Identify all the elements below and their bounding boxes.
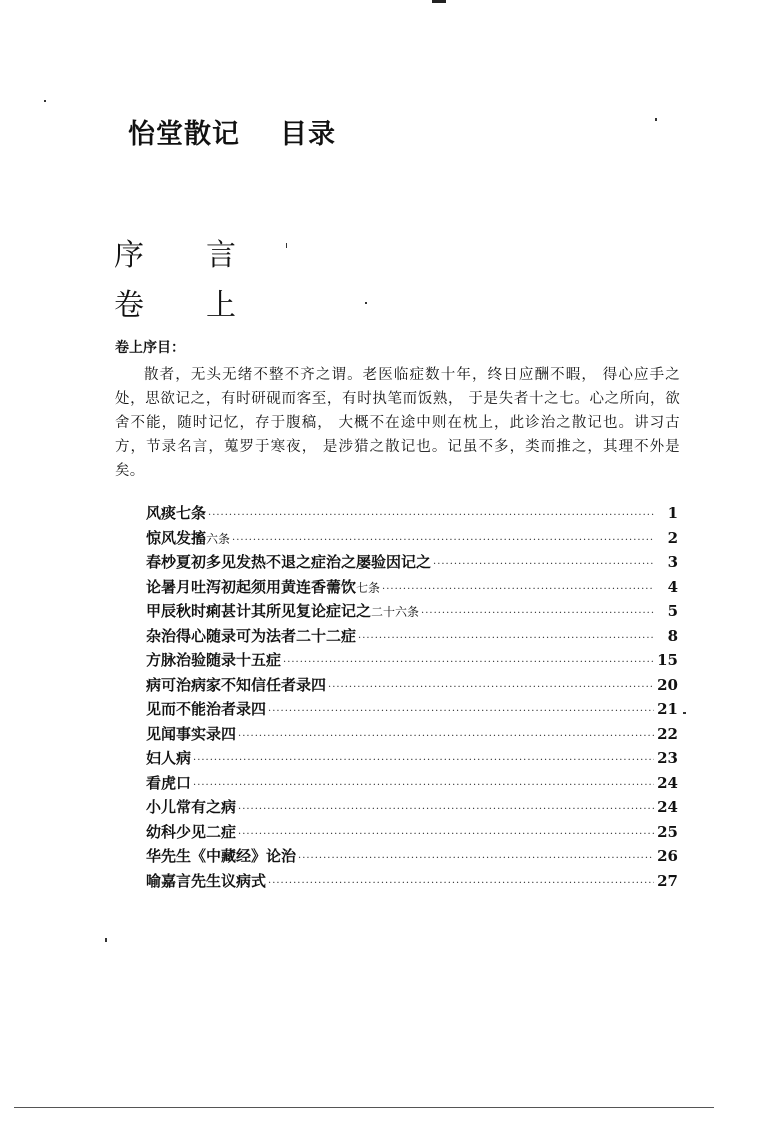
- toc-entry-note: 七条: [356, 580, 381, 595]
- toc-entry[interactable]: [146, 870, 678, 895]
- toc-entry[interactable]: [146, 649, 678, 674]
- toc-entry-title: 惊风发搐: [146, 528, 207, 547]
- toc-entry-title: 小儿常有之病: [146, 798, 237, 816]
- toc-entry-title: 看虎口: [146, 773, 192, 792]
- leader-dots: [298, 853, 654, 864]
- toc-page-number: 15: [657, 651, 678, 669]
- toc-entry[interactable]: [146, 600, 678, 625]
- heading-preface-char2: 言: [206, 238, 236, 273]
- scan-speck: [105, 938, 107, 942]
- scan-artifact-bottom-rule: [14, 1107, 714, 1108]
- heading-volume-char2: 上: [206, 288, 236, 323]
- toc-entry-title: 喻嘉言先生议病式: [146, 871, 267, 890]
- toc-entry[interactable]: [146, 723, 678, 748]
- toc-page-number: 27: [657, 871, 678, 890]
- toc-page-number: 1: [667, 504, 678, 522]
- leader-dots: [268, 706, 654, 717]
- toc-entry-title: 杂治得心随录可为法者二十二症: [146, 626, 357, 645]
- leader-dots: [358, 633, 654, 644]
- volume-preface-label: 卷上序目：: [115, 340, 185, 356]
- toc-entry[interactable]: [146, 772, 678, 797]
- leader-dots: [208, 510, 654, 521]
- toc-entry[interactable]: [146, 821, 678, 846]
- toc-page-number: 23: [657, 749, 678, 767]
- toc-entry-title: 风痰七条: [146, 504, 207, 522]
- toc-page-number: 4: [667, 577, 678, 596]
- toc-entry-title: 幼科少见二症: [146, 822, 237, 841]
- book-title: 怡堂散记: [128, 119, 240, 150]
- leader-dots: [232, 535, 654, 546]
- toc-page-number: 8: [667, 626, 678, 645]
- leader-dots: [238, 731, 654, 742]
- page-title: [128, 112, 336, 151]
- toc-entry[interactable]: [146, 796, 678, 821]
- toc-entry-title: 妇人病: [146, 749, 192, 767]
- leader-dots: [268, 878, 654, 889]
- toc-page-number: 26: [657, 847, 678, 865]
- toc-page-number: 3: [667, 553, 678, 571]
- toc-entry-title: 春杪夏初多见发热不退之症治之屡验因记之: [146, 553, 432, 571]
- leader-dots: [328, 682, 654, 693]
- heading-preface-char1: 序: [114, 238, 144, 273]
- scan-speck: [286, 243, 287, 248]
- leader-dots: [283, 657, 654, 668]
- toc-entry[interactable]: [146, 674, 678, 699]
- toc-entry-title: 病可治病家不知信任者录四: [146, 675, 327, 694]
- heading-preface[interactable]: [114, 230, 236, 274]
- toc-entry-title: 甲辰秋时痢甚计其所见复论症记之: [146, 602, 372, 620]
- toc-entry[interactable]: [146, 845, 678, 870]
- leader-dots: [193, 755, 654, 766]
- scan-artifact-top: [432, 0, 446, 3]
- volume-preface-text: 散者，无头无绪不整不齐之谓。老医临症数十年，终日应酬不暇， 得心应手之处，思欲记之，有时研砚而客至，有时执笔而饭熟， 于是失者十之七。心之所向，欲舍不能，随时记忆，存于腹稿， 大概不在途中则在枕上，此诊治之散记也。讲习古方，节录名言，蒐罗于寒夜， 是涉猎之散记也。记虽不多，类而推之，其理不外是矣。: [115, 367, 680, 479]
- toc-entry-title: 论暑月吐泻初起须用黄连香薷饮: [146, 577, 357, 596]
- toc-entry[interactable]: [146, 698, 678, 723]
- toc-page-number: 5: [667, 602, 678, 620]
- toc-entry[interactable]: [146, 625, 678, 650]
- toc-page-number: 25: [657, 822, 678, 841]
- toc-entry[interactable]: [146, 502, 678, 527]
- scan-speck: [44, 100, 46, 102]
- toc-entry-title: 见而不能治者录四: [146, 700, 267, 718]
- scan-speck: [365, 302, 367, 304]
- toc-entry-note: 二十六条: [371, 605, 420, 619]
- toc-page-number: 21: [657, 700, 678, 718]
- heading-volume-char1: 卷: [114, 288, 144, 323]
- toc-entry-title: 见闻事实录四: [146, 724, 237, 743]
- leader-dots: [193, 780, 654, 791]
- toc-page-number: 2: [667, 528, 678, 547]
- toc-entry[interactable]: [146, 576, 678, 601]
- scan-speck: [683, 712, 686, 714]
- heading-volume-one[interactable]: [114, 280, 236, 324]
- leader-dots: [382, 584, 654, 595]
- toc-entry-title: 方脉治验随录十五症: [146, 651, 282, 669]
- leader-dots: [238, 829, 654, 840]
- table-of-contents: [146, 502, 678, 894]
- toc-page-number: 24: [657, 773, 678, 792]
- section-title: 目录: [280, 119, 336, 150]
- toc-page-number: 20: [657, 675, 678, 694]
- toc-page-number: 22: [657, 724, 678, 743]
- toc-entry-title: 华先生《中藏经》论治: [146, 847, 297, 865]
- leader-dots: [421, 608, 654, 619]
- scan-speck: [655, 118, 657, 121]
- toc-entry-note: 六条: [206, 531, 231, 546]
- leader-dots: [238, 804, 654, 815]
- toc-entry[interactable]: [146, 747, 678, 772]
- leader-dots: [433, 559, 654, 570]
- toc-entry[interactable]: [146, 551, 678, 576]
- toc-page-number: 24: [657, 798, 678, 816]
- toc-entry[interactable]: [146, 527, 678, 552]
